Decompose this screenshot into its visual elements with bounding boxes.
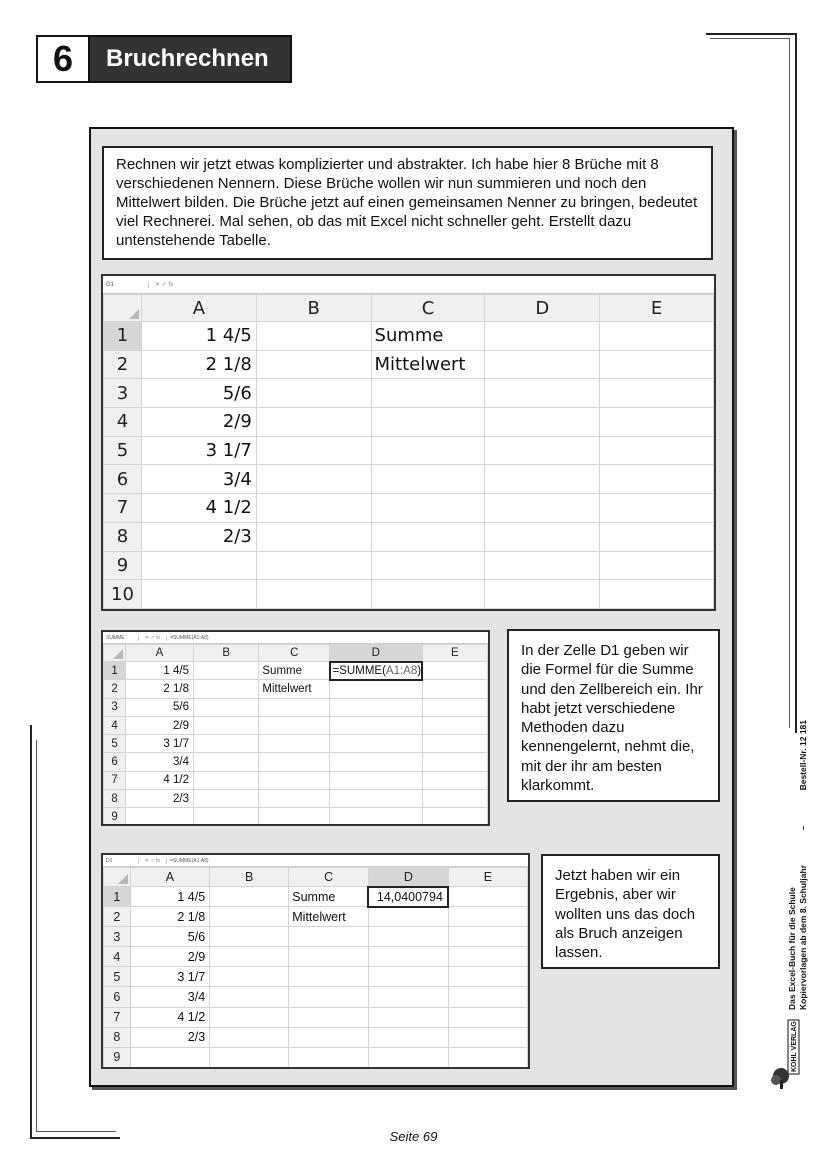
- cell-d[interactable]: [368, 1047, 448, 1067]
- cell-b[interactable]: [256, 580, 371, 609]
- cell-d[interactable]: [330, 698, 423, 716]
- column-header[interactable]: E: [422, 645, 487, 662]
- cell-c[interactable]: [371, 580, 485, 609]
- cell-c[interactable]: [371, 436, 485, 465]
- cell-d[interactable]: [485, 522, 600, 551]
- book-subtitle: Kopiervorlagen ab dem 8. Schuljahr: [798, 864, 808, 1010]
- explanation-note-result: Jetzt haben wir ein Ergebnis, aber wir wollten uns das doch als Bruch anzeigen lassen.: [541, 854, 720, 969]
- cell-a[interactable]: 2 1/8: [130, 907, 209, 927]
- cell-a[interactable]: [141, 551, 256, 580]
- table-row: [104, 522, 714, 551]
- cell-e[interactable]: [600, 350, 714, 379]
- row-header[interactable]: 6: [104, 465, 142, 494]
- cell-c[interactable]: [259, 716, 330, 734]
- column-header-row: [104, 645, 488, 662]
- row-header[interactable]: 3: [104, 379, 142, 408]
- row-header[interactable]: 4: [104, 947, 131, 967]
- column-header[interactable]: B: [210, 868, 289, 887]
- cell-d[interactable]: [368, 967, 448, 987]
- row-header[interactable]: 8: [104, 790, 126, 808]
- table-row: [104, 907, 528, 927]
- formula-icons: ✕ ✓ fx: [145, 857, 161, 864]
- select-all-corner[interactable]: [104, 295, 142, 322]
- cell-c[interactable]: [289, 927, 369, 947]
- cell-a[interactable]: 3 1/7: [130, 967, 209, 987]
- column-header[interactable]: C: [371, 295, 485, 322]
- cell-e[interactable]: [600, 522, 714, 551]
- cell-a[interactable]: 3/4: [126, 753, 194, 771]
- cell-e[interactable]: [600, 436, 714, 465]
- cell-d[interactable]: [485, 350, 600, 379]
- table-row: [104, 322, 714, 351]
- cell-e[interactable]: [600, 580, 714, 609]
- formula-prefix: =SUMME(: [332, 664, 386, 677]
- column-header[interactable]: D: [368, 868, 448, 887]
- row-header[interactable]: 10: [104, 580, 142, 609]
- table-row: [104, 735, 488, 753]
- cell-c[interactable]: [259, 808, 330, 826]
- select-all-corner[interactable]: [104, 645, 126, 662]
- decorative-line: [710, 38, 790, 39]
- cell-c[interactable]: Summe: [371, 322, 485, 351]
- row-header[interactable]: 7: [104, 771, 126, 789]
- cell-a[interactable]: 2/3: [130, 1027, 209, 1047]
- cell-b[interactable]: [210, 947, 289, 967]
- cell-a[interactable]: 1 4/5: [141, 322, 256, 351]
- table-row: [104, 987, 528, 1007]
- cell-c[interactable]: [371, 465, 485, 494]
- cell-d[interactable]: [330, 771, 423, 789]
- formula-bar: [103, 632, 488, 644]
- cell-c[interactable]: Summe: [259, 662, 330, 680]
- spreadsheet-1: [101, 274, 716, 611]
- cell-e[interactable]: [448, 987, 527, 1007]
- cell-d[interactable]: [368, 1027, 448, 1047]
- table-row: [104, 680, 488, 698]
- table-row: [104, 808, 488, 826]
- row-header[interactable]: 2: [104, 907, 131, 927]
- cell-e[interactable]: [422, 698, 487, 716]
- cell-c[interactable]: [371, 379, 485, 408]
- table-row: [104, 436, 714, 465]
- table-row: [104, 465, 714, 494]
- cell-b[interactable]: [194, 680, 259, 698]
- cell-b[interactable]: [210, 967, 289, 987]
- table-row: [104, 1027, 528, 1047]
- cell-c[interactable]: [289, 1027, 369, 1047]
- cell-c[interactable]: [371, 551, 485, 580]
- sheet-grid: [103, 644, 488, 826]
- cell-d[interactable]: [330, 808, 423, 826]
- cell-b[interactable]: [194, 716, 259, 734]
- cell-d[interactable]: [485, 465, 600, 494]
- row-header[interactable]: 2: [104, 680, 126, 698]
- row-header[interactable]: 7: [104, 494, 142, 523]
- cell-b[interactable]: [210, 1047, 289, 1067]
- cell-d[interactable]: [485, 580, 600, 609]
- spreadsheet-2: [101, 630, 490, 826]
- row-header[interactable]: 1: [104, 662, 126, 680]
- row-header[interactable]: 4: [104, 716, 126, 734]
- table-row: [104, 350, 714, 379]
- column-header[interactable]: E: [448, 868, 527, 887]
- cell-b[interactable]: [256, 350, 371, 379]
- cell-e[interactable]: [600, 465, 714, 494]
- cell-d[interactable]: [368, 927, 448, 947]
- row-header[interactable]: 9: [104, 1047, 131, 1067]
- cell-a[interactable]: [141, 580, 256, 609]
- cell-a[interactable]: 2/9: [141, 408, 256, 437]
- column-header[interactable]: B: [256, 295, 371, 322]
- cell-a[interactable]: 3 1/7: [126, 735, 194, 753]
- cell-c[interactable]: [259, 735, 330, 753]
- cell-a[interactable]: 1 4/5: [130, 887, 209, 907]
- chapter-number: 6: [38, 37, 90, 81]
- cell-d[interactable]: [330, 753, 423, 771]
- sheet-grid: [103, 294, 714, 609]
- cell-a[interactable]: [130, 1047, 209, 1067]
- cell-a[interactable]: 2 1/8: [141, 350, 256, 379]
- table-row: [104, 551, 714, 580]
- cell-d[interactable]: [485, 551, 600, 580]
- column-header[interactable]: B: [194, 645, 259, 662]
- decorative-line: [789, 38, 790, 728]
- column-header[interactable]: A: [130, 868, 209, 887]
- table-row: [104, 716, 488, 734]
- formula-input[interactable]: =SUMME(A1:A8): [166, 635, 488, 641]
- cell-e[interactable]: [448, 947, 527, 967]
- cell-b[interactable]: [194, 662, 259, 680]
- cell-a[interactable]: 3/4: [130, 987, 209, 1007]
- cell-b[interactable]: [256, 436, 371, 465]
- cell-b[interactable]: [210, 987, 289, 1007]
- cell-e[interactable]: [600, 494, 714, 523]
- formula-bar: [103, 855, 528, 867]
- cell-d[interactable]: [368, 907, 448, 927]
- table-row: [104, 379, 714, 408]
- select-all-corner[interactable]: [104, 868, 131, 887]
- table-row: [104, 1007, 528, 1027]
- cell-c[interactable]: [289, 1007, 369, 1027]
- cell-e[interactable]: [448, 927, 527, 947]
- cell-c[interactable]: [259, 698, 330, 716]
- cell-b[interactable]: [194, 808, 259, 826]
- page-number: Seite 69: [389, 1129, 438, 1144]
- cell-b[interactable]: [194, 698, 259, 716]
- cell-b[interactable]: [210, 887, 289, 907]
- cell-c[interactable]: Mittelwert: [289, 907, 369, 927]
- cell-b[interactable]: [210, 1027, 289, 1047]
- cell-c[interactable]: Mittelwert: [259, 680, 330, 698]
- cell-c[interactable]: [259, 753, 330, 771]
- cell-a[interactable]: 4 1/2: [126, 771, 194, 789]
- cell-c[interactable]: [371, 408, 485, 437]
- cell-b[interactable]: [256, 408, 371, 437]
- cell-c[interactable]: [259, 790, 330, 808]
- cell-a[interactable]: 4 1/2: [130, 1007, 209, 1027]
- cell-e[interactable]: [422, 662, 487, 680]
- table-row: [104, 947, 528, 967]
- cell-e[interactable]: [448, 967, 527, 987]
- column-header[interactable]: E: [600, 295, 714, 322]
- cell-c[interactable]: [259, 771, 330, 789]
- cell-b[interactable]: [256, 551, 371, 580]
- formula-suffix: ): [417, 664, 422, 677]
- table-row: [104, 662, 488, 680]
- table-row: [104, 698, 488, 716]
- row-header[interactable]: 4: [104, 408, 142, 437]
- formula-icons: ✕ ✓ fx: [145, 634, 161, 641]
- cell-b[interactable]: [194, 735, 259, 753]
- logo-text: KOHL VERLAG: [791, 1021, 798, 1072]
- intro-text-box: Rechnen wir jetzt etwas komplizierter und abstrakter. Ich habe hier 8 Brüche mit 8 verschiedenen Nennern. Diese Brüche wollen wir nun summieren und noch den Mittelwert bilden. Die Brüche jetzt auf einen gemeinsamen Nenner zu bringen, bedeutet viel Rechnerei. Mal sehen, ob das mit Excel nicht schneller geht. Erstellt dazu untenstehende Tabelle.: [102, 146, 713, 260]
- cell-a[interactable]: 3/4: [141, 465, 256, 494]
- cell-d[interactable]: [368, 947, 448, 967]
- cell-e[interactable]: [422, 790, 487, 808]
- column-header[interactable]: C: [289, 868, 369, 887]
- table-row: [104, 408, 714, 437]
- cell-e[interactable]: [600, 322, 714, 351]
- formula-bar: [103, 276, 714, 294]
- cell-b[interactable]: [194, 771, 259, 789]
- decorative-line: [36, 740, 37, 1132]
- decorative-line: [795, 33, 797, 733]
- cell-e[interactable]: [422, 808, 487, 826]
- row-header[interactable]: 9: [104, 808, 126, 826]
- decorative-line: [30, 725, 32, 1139]
- cell-b[interactable]: [256, 522, 371, 551]
- cell-a[interactable]: 2/9: [130, 947, 209, 967]
- cell-d[interactable]: [485, 494, 600, 523]
- cell-a[interactable]: 2/9: [126, 716, 194, 734]
- column-header[interactable]: A: [141, 295, 256, 322]
- cell-e[interactable]: [448, 907, 527, 927]
- column-header-row: [104, 868, 528, 887]
- cell-d1-formula[interactable]: [330, 662, 423, 680]
- formula-range: A1:A8: [385, 664, 418, 677]
- table-row: [104, 771, 488, 789]
- sheet-grid: [103, 867, 528, 1068]
- name-box[interactable]: SUMME: [103, 635, 139, 641]
- cell-b[interactable]: [210, 927, 289, 947]
- cell-c[interactable]: Mittelwert: [371, 350, 485, 379]
- cell-a[interactable]: 4 1/2: [141, 494, 256, 523]
- separator-dash: –: [798, 825, 808, 831]
- row-header[interactable]: 8: [104, 522, 142, 551]
- chapter-header: [36, 35, 292, 83]
- table-row: [104, 967, 528, 987]
- cell-b[interactable]: [256, 379, 371, 408]
- cell-a[interactable]: 3 1/7: [141, 436, 256, 465]
- cell-b[interactable]: [256, 322, 371, 351]
- row-header[interactable]: 5: [104, 735, 126, 753]
- cell-c[interactable]: [371, 522, 485, 551]
- cell-d1-result[interactable]: 14,0400794: [368, 887, 448, 907]
- cell-c[interactable]: Summe: [289, 887, 369, 907]
- cell-d[interactable]: [485, 322, 600, 351]
- kohl-verlag-logo: [770, 1018, 800, 1090]
- cell-d[interactable]: [330, 716, 423, 734]
- row-header[interactable]: 8: [104, 1027, 131, 1047]
- cell-c[interactable]: [371, 494, 485, 523]
- cell-d[interactable]: [485, 436, 600, 465]
- cell-c[interactable]: [289, 1047, 369, 1067]
- row-header[interactable]: 1: [104, 887, 131, 907]
- cell-c[interactable]: [289, 947, 369, 967]
- cell-b[interactable]: [256, 465, 371, 494]
- column-header[interactable]: D: [330, 645, 423, 662]
- cell-e[interactable]: [422, 735, 487, 753]
- order-number: Bestell-Nr. 12 181: [798, 720, 808, 791]
- explanation-note-formula: In der Zelle D1 geben wir die Formel für die Summe und den Zellbereich ein. Ihr habt jetzt verschiedene Methoden dazu kennengelernt, nehmt die, mit der ihr am besten klarkommt.: [507, 629, 720, 802]
- cell-e[interactable]: [448, 887, 527, 907]
- row-header[interactable]: 2: [104, 350, 142, 379]
- cell-e[interactable]: [448, 1047, 527, 1067]
- row-header[interactable]: 6: [104, 753, 126, 771]
- cell-d[interactable]: [330, 735, 423, 753]
- cell-a[interactable]: 1 4/5: [126, 662, 194, 680]
- cell-e[interactable]: [448, 1007, 527, 1027]
- cell-e[interactable]: [600, 551, 714, 580]
- row-header[interactable]: 6: [104, 987, 131, 1007]
- cell-b[interactable]: [210, 1007, 289, 1027]
- cell-d[interactable]: [368, 1007, 448, 1027]
- cell-a[interactable]: 2/3: [141, 522, 256, 551]
- cell-e[interactable]: [600, 408, 714, 437]
- cell-a[interactable]: [126, 808, 194, 826]
- cell-d[interactable]: [485, 408, 600, 437]
- row-header[interactable]: 5: [104, 436, 142, 465]
- table-row: [104, 580, 714, 609]
- cell-a[interactable]: 5/6: [141, 379, 256, 408]
- cell-c[interactable]: [289, 987, 369, 1007]
- row-header[interactable]: 7: [104, 1007, 131, 1027]
- name-box[interactable]: G1: [103, 282, 149, 288]
- cell-b[interactable]: [256, 494, 371, 523]
- column-header[interactable]: D: [485, 295, 600, 322]
- row-header[interactable]: 9: [104, 551, 142, 580]
- table-row: [104, 494, 714, 523]
- table-row: [104, 790, 488, 808]
- cell-d[interactable]: [330, 790, 423, 808]
- cell-d[interactable]: [368, 987, 448, 1007]
- formula-icons: ✕ ✓ fx: [155, 282, 174, 288]
- cell-a[interactable]: 5/6: [126, 698, 194, 716]
- cell-a[interactable]: 5/6: [130, 927, 209, 947]
- cell-e[interactable]: [422, 716, 487, 734]
- cell-c[interactable]: [289, 967, 369, 987]
- decorative-line: [706, 33, 796, 35]
- cell-e[interactable]: [600, 379, 714, 408]
- cell-a[interactable]: 2 1/8: [126, 680, 194, 698]
- spreadsheet-3: [101, 853, 530, 1069]
- cell-e[interactable]: [422, 753, 487, 771]
- table-row: [104, 927, 528, 947]
- publisher-side-text: [787, 720, 809, 1010]
- cell-d[interactable]: [485, 379, 600, 408]
- cell-b[interactable]: [210, 907, 289, 927]
- column-header[interactable]: A: [126, 645, 194, 662]
- book-title: Das Excel-Buch für die Schule: [787, 887, 797, 1010]
- column-header[interactable]: C: [259, 645, 330, 662]
- formula-input[interactable]: =SUMME(A1:A8): [166, 858, 528, 864]
- table-row: [104, 1047, 528, 1067]
- cell-b[interactable]: [194, 753, 259, 771]
- row-header[interactable]: 3: [104, 698, 126, 716]
- cell-d[interactable]: [330, 680, 423, 698]
- chapter-title: Bruchrechnen: [90, 37, 290, 81]
- column-header-row: [104, 295, 714, 322]
- row-header[interactable]: 3: [104, 927, 131, 947]
- cell-e[interactable]: [422, 680, 487, 698]
- cell-e[interactable]: [448, 1027, 527, 1047]
- table-row: [104, 753, 488, 771]
- row-header[interactable]: 1: [104, 322, 142, 351]
- table-row: [104, 887, 528, 907]
- cell-e[interactable]: [422, 771, 487, 789]
- cell-b[interactable]: [194, 790, 259, 808]
- name-box[interactable]: D1: [103, 858, 139, 864]
- row-header[interactable]: 5: [104, 967, 131, 987]
- cell-a[interactable]: 2/3: [126, 790, 194, 808]
